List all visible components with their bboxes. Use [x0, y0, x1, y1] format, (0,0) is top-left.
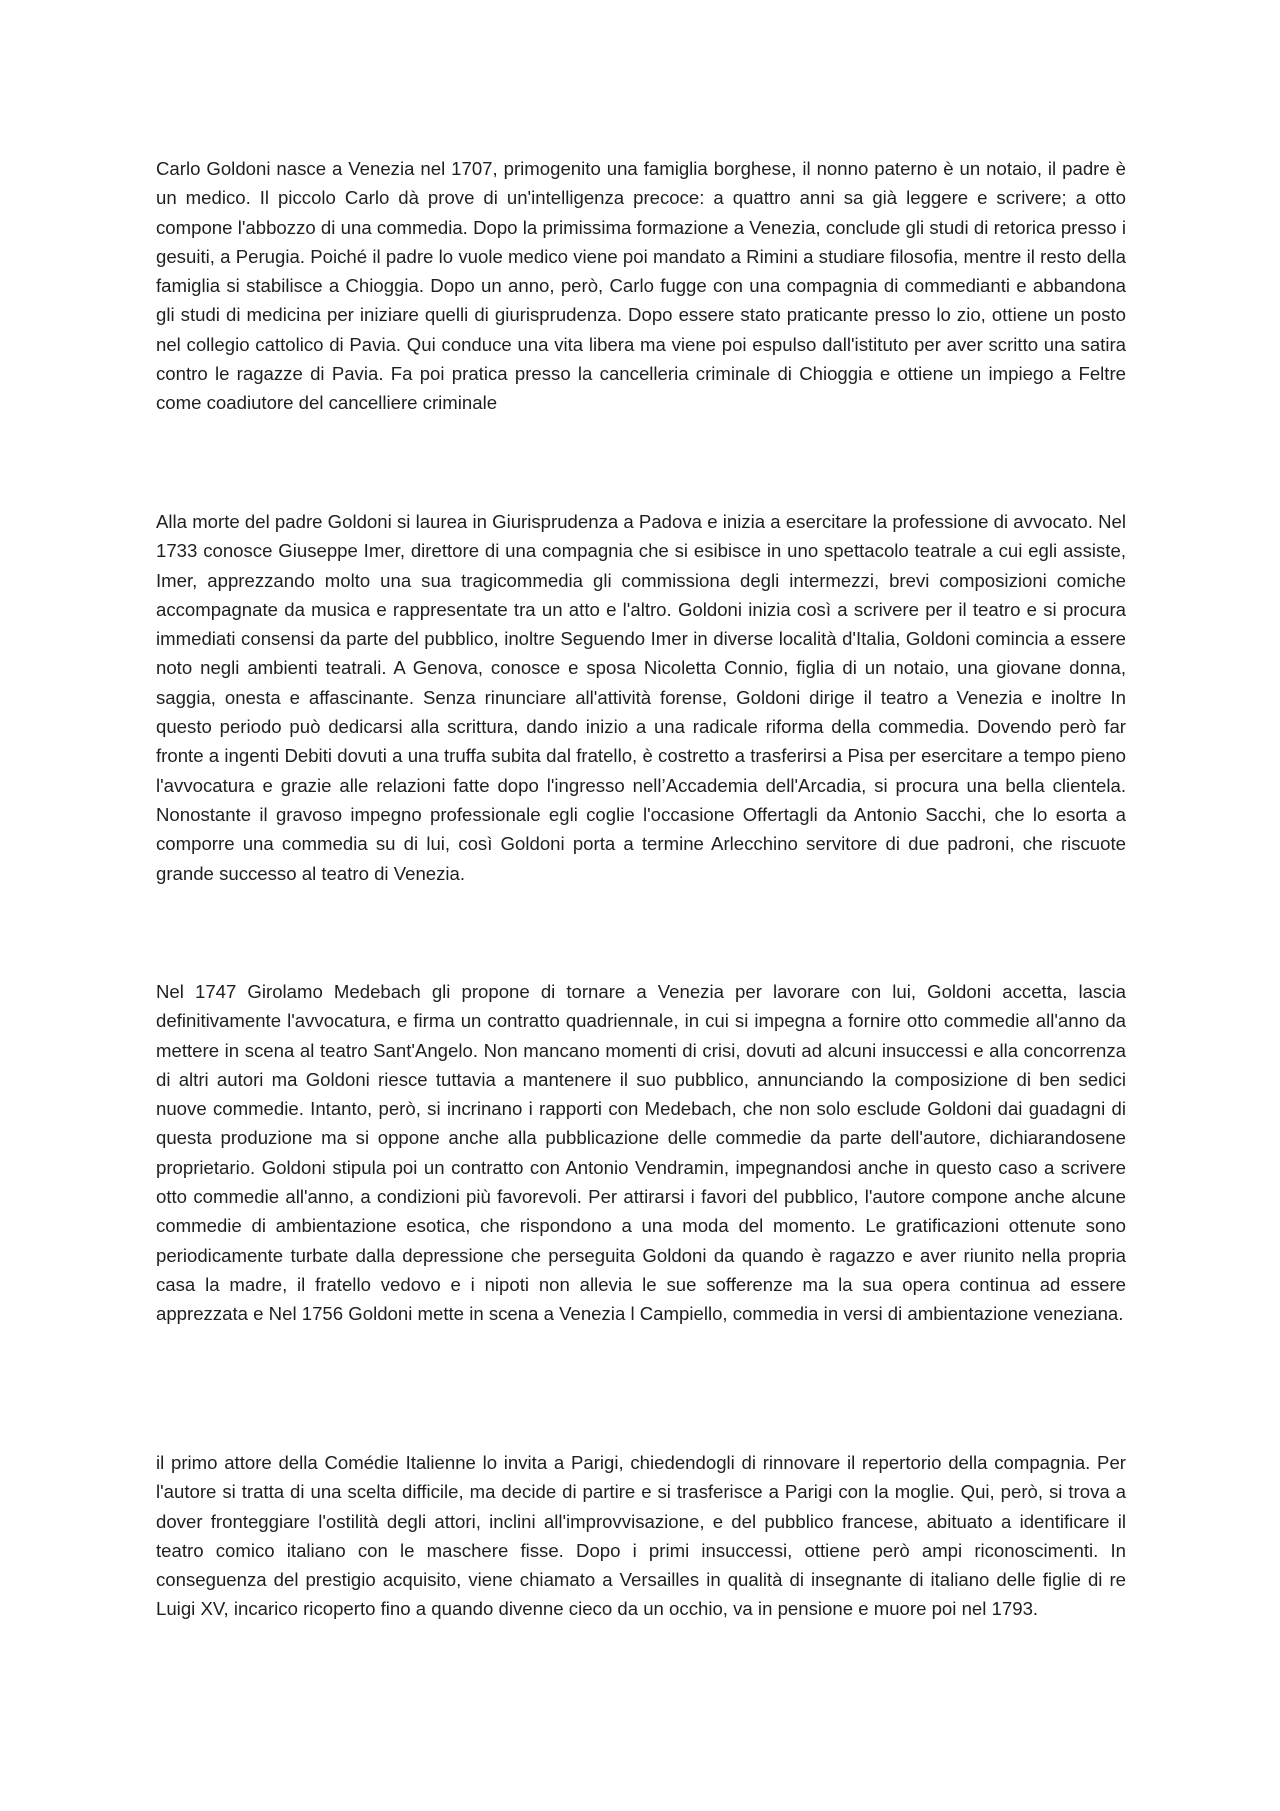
paragraph-medebach-years: Nel 1747 Girolamo Medebach gli propone di tornare a Venezia per lavorare con lui, Goldoni accetta, lascia definitivamente l'avvocatura, e firma un contratto quadriennale, in cui si impegna a fornire otto commedie all'anno da mettere in scena al teatro Sant'Angelo. Non mancano momenti di crisi, dovuti ad alcuni insuccessi e alla concorrenza di altri autori ma Goldoni riesce tuttavia a mantenere il suo pubblico, annunciando la composizione di ben sedici nuove commedie. Intanto, però, si incrinano i rapporti con Medebach, che non solo esclude Goldoni dai guadagni di questa produzione ma si oppone anche alla pubblicazione delle commedie da parte dell'autore, dichiarandosene proprietario. Goldoni stipula poi un contratto con Antonio Vendramin, impegnandosi anche in questo caso a scrivere otto commedie all'anno, a condizioni più favorevoli. Per attirarsi i favori del pubblico, l'autore compone anche alcune commedie di ambientazione esotica, che rispondono a una moda del momento. Le gratificazioni ottenute sono periodicamente turbate dalla depressione che perseguita Goldoni da quando è ragazzo e aver riunito nella propria casa la madre, il fratello vedovo e i nipoti non allevia le sue sofferenze ma la sua opera continua ad essere apprezzata e Nel 1756 Goldoni mette in scena a Venezia l Campiello, commedia in versi di ambientazione veneziana.	[156, 981, 1126, 1325]
paragraph-law-and-theatre: Alla morte del padre Goldoni si laurea in Giurisprudenza a Padova e inizia a esercitare la professione di avvocato. Nel 1733 conosce Giuseppe Imer, direttore di una compagnia che si esibisce in uno spettacolo teatrale a cui egli assiste, Imer, apprezzando molto una sua tragicommedia gli commissiona degli intermezzi, brevi composizioni comiche accompagnate da musica e rappresentate tra un atto e l'altro. Goldoni inizia così a scrivere per il teatro e si procura immediati consensi da parte del pubblico, inoltre Seguendo Imer in diverse località d'Italia, Goldoni comincia a essere noto negli ambienti teatrali. A Genova, conosce e sposa Nicoletta Connio, figlia di un notaio, una giovane donna, saggia, onesta e affascinante. Senza rinunciare all'attività forense, Goldoni dirige il teatro a Venezia e inoltre In questo periodo può dedicarsi alla scrittura, dando inizio a una radicale riforma della commedia. Dovendo però far fronte a ingenti Debiti dovuti a una truffa subita dal fratello, è costretto a trasferirsi a Pisa per esercitare a tempo pieno l'avvocatura e grazie alle relazioni fatte dopo l'ingresso nell’Accademia dell'Arcadia, si procura una bella clientela. Nonostante il gravoso impegno professionale egli coglie l'occasione Offertagli da Antonio Sacchi, che lo esorta a comporre una commedia su di lui, così Goldoni porta a termine Arlecchino servitore di due padroni, che riscuote grande successo al teatro di Venezia.	[156, 511, 1126, 884]
paragraph-early-life: Carlo Goldoni nasce a Venezia nel 1707, primogenito una famiglia borghese, il nonno paterno è un notaio, il padre è un medico. Il piccolo Carlo dà prove di un'intelligenza precoce: a quattro anni sa già leggere e scrivere; a otto compone l'abbozzo di una commedia. Dopo la primissima formazione a Venezia, conclude gli studi di retorica presso i gesuiti, a Perugia. Poiché il padre lo vuole medico viene poi mandato a Rimini a studiare filosofia, mentre il resto della famiglia si stabilisce a Chioggia. Dopo un anno, però, Carlo fugge con una compagnia di commedianti e abbandona gli studi di medicina per iniziare quelli di giurisprudenza. Dopo essere stato praticante presso lo zio, ottiene un posto nel collegio cattolico di Pavia. Qui conduce una vita libera ma viene poi espulso dall'istituto per aver scritto una satira contro le ragazze di Pavia. Fa poi pratica presso la cancelleria criminale di Chioggia e ottiene un impiego a Feltre come coadiutore del cancelliere criminale	[156, 158, 1126, 414]
paragraph-paris-years: il primo attore della Comédie Italienne lo invita a Parigi, chiedendogli di rinnovare il repertorio della compagnia. Per l'autore si tratta di una scelta difficile, ma decide di partire e si trasferisce a Parigi con la moglie. Qui, però, si trova a dover fronteggiare l'ostilità degli attori, inclini all'improvvisazione, e del pubblico francese, abituato a identificare il teatro comico italiano con le maschere fisse. Dopo i primi insuccessi, ottiene però ampi riconoscimenti. In conseguenza del prestigio acquisito, viene chiamato a Versailles in qualità di insegnante di italiano delle figlie di re Luigi XV, incarico ricoperto fino a quando divenne cieco da un occhio, va in pensione e muore poi nel 1793.	[156, 1452, 1126, 1620]
